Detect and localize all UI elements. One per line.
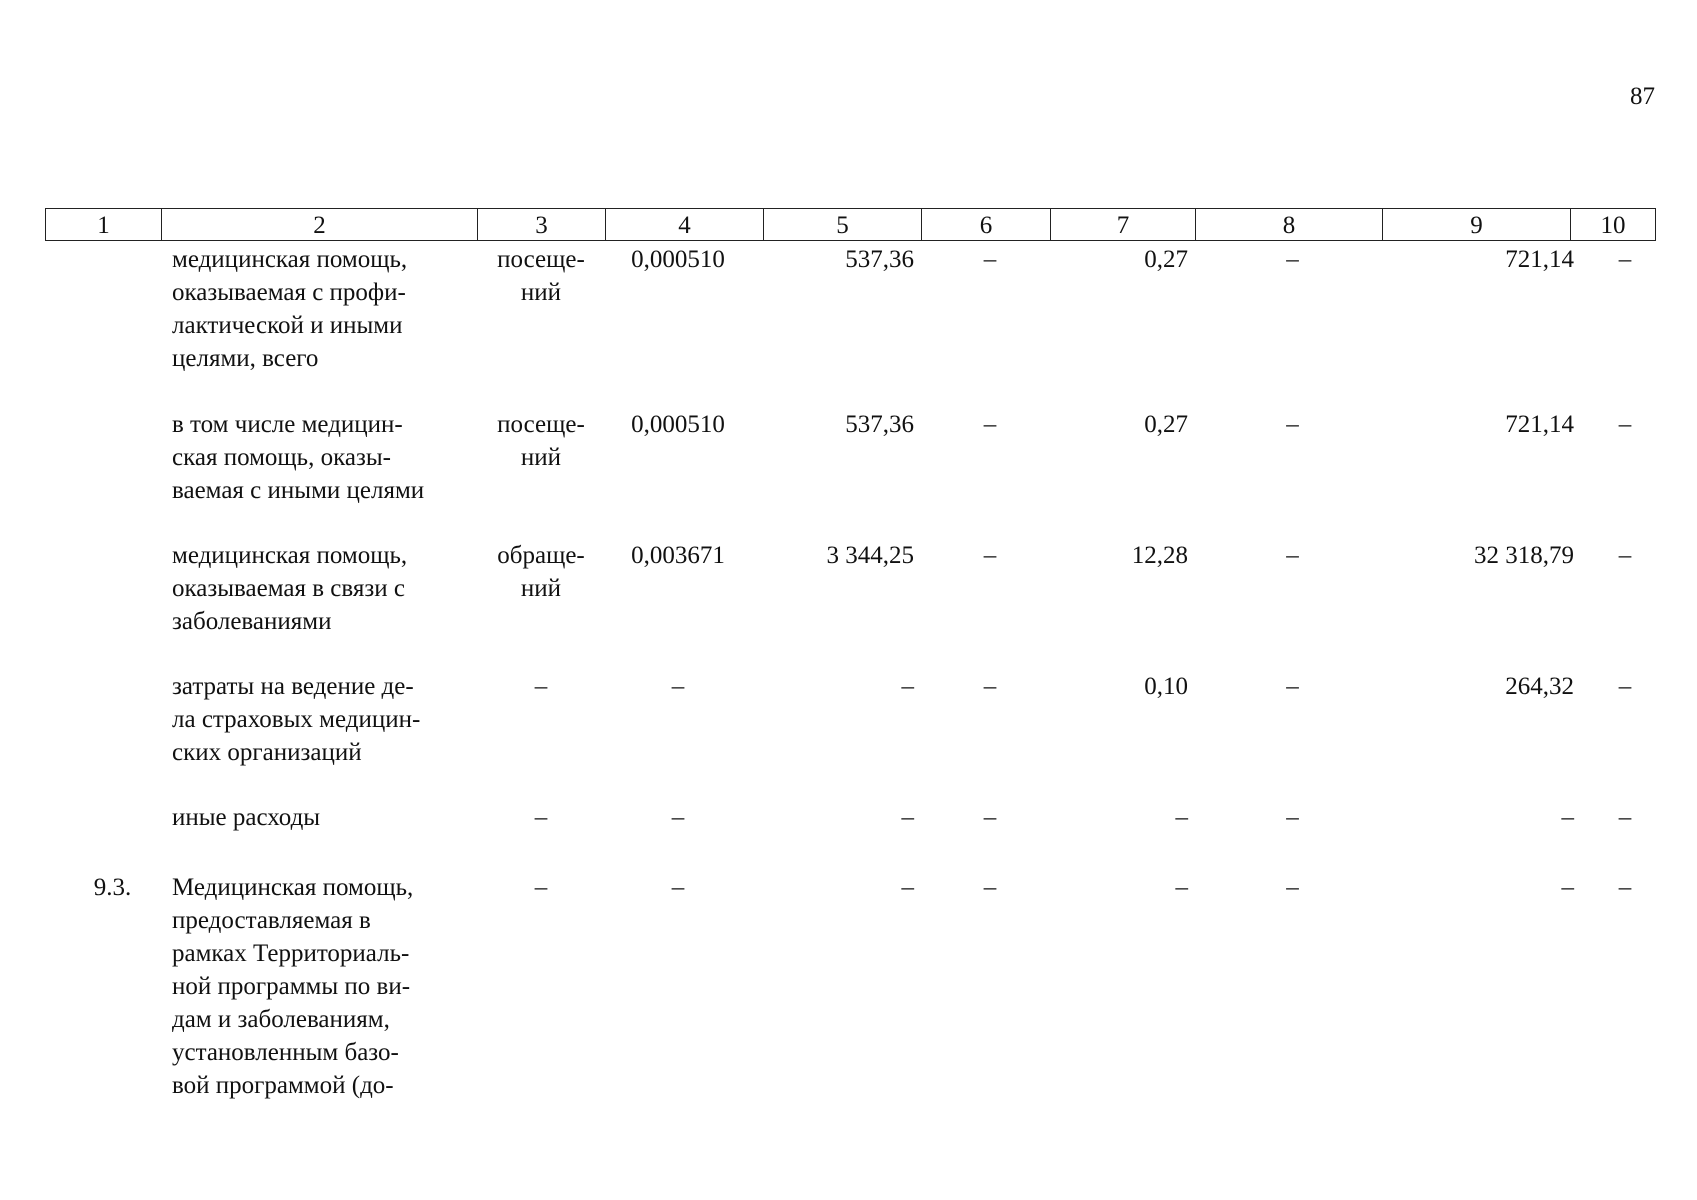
- cell-col-4: 0,000510: [631, 411, 725, 438]
- cell-line: –: [534, 673, 548, 700]
- header-cell-4: 4: [605, 208, 764, 241]
- cell-col-7: 0,27: [1144, 411, 1188, 438]
- cell-col-5: –: [901, 804, 914, 831]
- cell-col-4: –: [671, 673, 685, 700]
- cell-line: заболеваниями: [172, 608, 332, 635]
- cell-line: ний: [520, 444, 562, 471]
- cell-line: затраты на ведение де-: [172, 673, 414, 700]
- cell-col-5: –: [901, 874, 914, 901]
- cell-line: ний: [520, 279, 562, 306]
- cell-col-9: 32 318,79: [1474, 542, 1574, 569]
- cell-line: ной программы по ви-: [172, 973, 411, 1000]
- cell-line: медицинская помощь,: [172, 246, 408, 273]
- cell-line: оказываемая в связи с: [172, 575, 405, 602]
- header-cell-10: 10: [1570, 208, 1656, 241]
- cell-col-2: [172, 539, 464, 638]
- cell-col-6: –: [983, 874, 997, 901]
- cell-col-6: –: [983, 542, 997, 569]
- cell-line: лактической и иными: [172, 312, 403, 339]
- cell-line: медицинская помощь,: [172, 542, 408, 569]
- cell-col-9: 721,14: [1505, 246, 1574, 273]
- cell-line: посеще-: [497, 246, 585, 273]
- cell-line: обраще-: [497, 542, 585, 569]
- cell-col-4: –: [671, 874, 685, 901]
- cell-col-8: –: [1286, 804, 1299, 831]
- cell-line: ла страховых медицин-: [172, 706, 421, 733]
- cell-col-5: 537,36: [845, 411, 914, 438]
- header-cell-3: 3: [477, 208, 606, 241]
- cell-col-5: –: [901, 673, 914, 700]
- cell-line: установленным базо-: [172, 1039, 399, 1066]
- header-cell-8: 8: [1195, 208, 1383, 241]
- cell-col-6: –: [983, 673, 997, 700]
- cell-line: целями, всего: [172, 345, 319, 372]
- cell-col-9: –: [1561, 874, 1574, 901]
- cell-col-4: –: [671, 804, 685, 831]
- cell-col-2: [172, 670, 464, 769]
- cell-col-8: –: [1286, 673, 1299, 700]
- cell-col-7: –: [1175, 804, 1188, 831]
- cell-col-2: [172, 243, 464, 375]
- cell-line: ских организаций: [172, 739, 362, 766]
- cell-col-2: [172, 871, 464, 1102]
- cell-col-5: 537,36: [845, 246, 914, 273]
- cell-col-9: 721,14: [1505, 411, 1574, 438]
- cell-line: иные расходы: [172, 804, 321, 831]
- cell-line: предоставляемая в: [172, 907, 371, 934]
- header-cell-6: 6: [921, 208, 1051, 241]
- cell-col-8: –: [1286, 542, 1299, 569]
- cell-col-10: –: [1618, 246, 1632, 273]
- cell-col-3: [488, 408, 594, 474]
- cell-col-10: –: [1618, 804, 1632, 831]
- cell-line: в том числе медицин-: [172, 411, 403, 438]
- cell-line: ская помощь, оказы-: [172, 444, 391, 471]
- cell-col-1: 9.3.: [93, 874, 132, 901]
- cell-col-10: –: [1618, 874, 1632, 901]
- cell-col-8: –: [1286, 874, 1299, 901]
- header-cell-7: 7: [1050, 208, 1196, 241]
- cell-line: –: [534, 874, 548, 901]
- cell-col-7: 0,27: [1144, 246, 1188, 273]
- cell-col-7: –: [1175, 874, 1188, 901]
- cell-line: –: [534, 804, 548, 831]
- cell-col-9: –: [1561, 804, 1574, 831]
- cell-line: вой программой (до-: [172, 1072, 394, 1099]
- cell-col-10: –: [1618, 673, 1632, 700]
- cell-col-3: [488, 539, 594, 605]
- cell-col-3: [488, 243, 594, 309]
- cell-line: ний: [520, 575, 562, 602]
- cell-col-3: [488, 801, 594, 834]
- cell-col-10: –: [1618, 411, 1632, 438]
- cell-line: Медицинская помощь,: [172, 874, 414, 901]
- cell-col-9: 264,32: [1505, 673, 1574, 700]
- cell-col-8: –: [1286, 246, 1299, 273]
- cell-col-5: 3 344,25: [826, 542, 914, 569]
- cell-col-2: [172, 801, 464, 834]
- header-cell-5: 5: [763, 208, 922, 241]
- cell-line: ваемая с иными целями: [172, 477, 425, 504]
- cell-line: оказываемая с профи-: [172, 279, 406, 306]
- cell-col-2: [172, 408, 464, 507]
- page-number: 87: [1630, 83, 1655, 110]
- cell-col-3: [488, 871, 594, 904]
- cell-line: дам и заболеваниям,: [172, 1006, 390, 1033]
- cell-col-6: –: [983, 246, 997, 273]
- cell-col-6: –: [983, 411, 997, 438]
- cell-line: рамках Территориаль-: [172, 940, 410, 967]
- header-cell-1: 1: [45, 208, 162, 241]
- cell-col-8: –: [1286, 411, 1299, 438]
- cell-col-7: 0,10: [1144, 673, 1188, 700]
- cell-line: посеще-: [497, 411, 585, 438]
- header-cell-9: 9: [1382, 208, 1571, 241]
- header-cell-2: 2: [161, 208, 478, 241]
- cell-col-10: –: [1618, 542, 1632, 569]
- cell-col-4: 0,000510: [631, 246, 725, 273]
- cell-col-7: 12,28: [1131, 542, 1188, 569]
- cell-col-6: –: [983, 804, 997, 831]
- cell-col-4: 0,003671: [631, 542, 725, 569]
- cell-col-3: [488, 670, 594, 703]
